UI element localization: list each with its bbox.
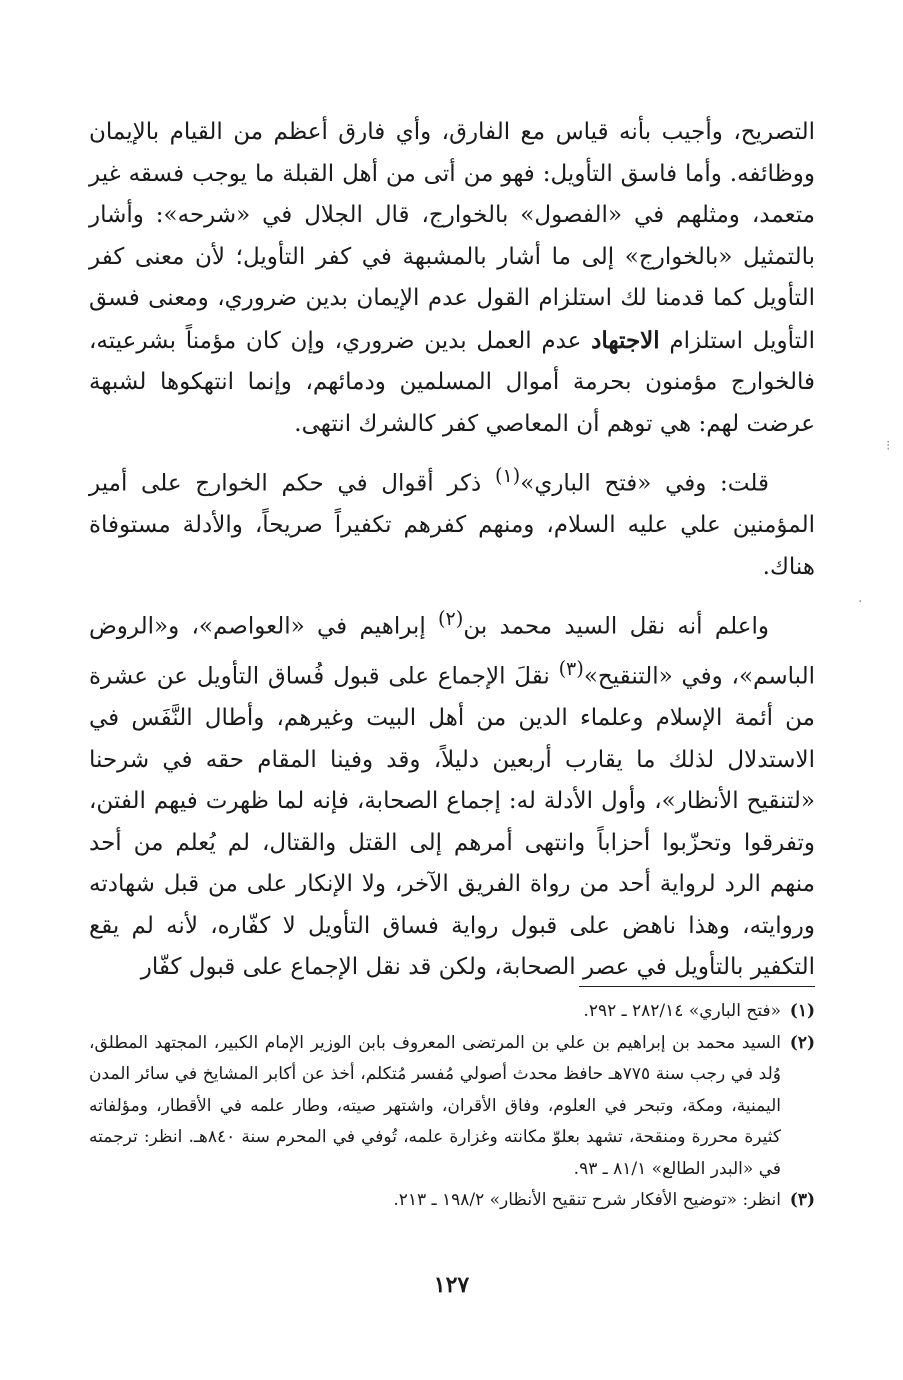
footnote-3-text: انظر: «توضيح الأفكار شرح تنقيح الأنظار» ١٩٨/٢ ـ ٢١٣. [393,1190,781,1210]
footnote-1 [89,996,815,1028]
paragraph-1-text-a: التصريح، وأجيب بأنه قياس مع الفارق، وأي فارق أعظم من القيام بالإيمان ووظائفه. وأما فاسق التأويل: فهو من أتى من أهل القبلة ما يوجب فسقه غير متعمد، ومثلهم في «الفصول» بالخوارج، قال الجلال في «شرحه»: وأشار بالتمثيل «بالخوارج» إلى ما أشار بالمشبهة في كفر التأويل؛ لأن معنى كفر التأويل كما قدمنا لك استلزام القول عدم الإيمان بدين ضروري، ومعنى فسق التأويل استلزام [89,119,815,354]
paragraph-1-text-b: عدم العمل بدين ضروري، وإن كان مؤمناً بشرعيته، فالخوارج مؤمنون بحرمة أموال المسلمين ودمائهم، وإنما انتهكوها لشبهة عرضت لهم: هي توهم أن المعاصي كفر كالشرك انتهى. [89,327,815,437]
footnote-3-number: (٣) [789,1190,815,1210]
paragraph-3-text-b: إبراهيم في «العواصم»، و«الروض الباسم»، وفي «التنقيح» [89,613,815,690]
paragraph-2 [89,455,815,588]
paragraph-3-text-c: نقلَ الإجماع على قبول فُساق التأويل عن عشرة من أئمة الإسلام وعلماء الدين من أهل البيت وغيرهم، وأطال النَّفَس في الاستدلال لذلك ما يقارب أربعين دليلاً، وقد وفينا المقام حقه في شرحنا «لتنقيح الأنظار»، وأول الأدلة له: إجماع الصحابة، فإنه لما ظهرت فيهم الفتن، وتفرقوا وتحزّبوا أحزاباً وانتهى أمرهم إلى القتل والقتال، لم يُعلم من أحد منهم الرد لرواية أحد من رواة الفريق الآخر، ولا الإنكار على من قبل شهادته وروايته، وهذا ناهض على قبول رواية فساق التأويل لا كفّاره، لأنه لم يقع التكفير بالتأويل في عصر الصحابة، ولكن قد نقل الإجماع على قبول كفّار [89,663,815,981]
footnotes [89,996,815,1217]
paragraph-3-text-a: واعلم أنه نقل السيد محمد بن [463,613,769,640]
paragraph-2-text-a: قلت: وفي «فتح الباري» [520,470,769,497]
footnote-divider [579,986,815,987]
footnote-2-text: السيد محمد بن إبراهيم بن علي بن المرتضى المعروف بابن الوزير الإمام الكبير، المجتهد المطلق، وُلد في رجب سنة ٧٧٥هـ حافظ محدث أصولي مُفسر مُتكلم، أخذ عن أكابر المشايخ في سائر المدن اليمنية، ومكة، وتبحر في العلوم، وفاق الأقران، واشتهر صيته، وطار علمه في الأقطار، ومؤلفاته كثيرة محررة ومنقحة، تشهد بعلوّ مكانته وغزارة علمه، تُوفي في المحرم سنة ٨٤٠هـ. انظر: ترجمته في «البدر الطالع» ٨١/١ ـ ٩٣. [89,1032,781,1179]
footnote-ref-3[interactable]: (٣) [558,657,584,681]
scan-speck: ⁝ [886,438,891,454]
footnote-1-text: «فتح الباري» ٢٨٢/١٤ ـ ٢٩٢. [583,1001,781,1021]
bold-term: الاجتهاد [591,326,660,354]
footnote-2 [89,1028,815,1186]
footnote-3 [89,1185,815,1217]
scan-speck: · [858,594,863,610]
page-number: ١٢٧ [433,1272,470,1298]
paragraph-2-text-b: ذكر أقوال في حكم الخوارج على أمير المؤمنين علي عليه السلام، ومنهم كفرهم تكفيراً صريحاً، والأدلة مستوفاة هناك. [89,470,815,580]
paragraph-3 [89,598,815,989]
footnote-1-number: (١) [789,1001,815,1021]
main-text [89,112,815,989]
footnote-ref-1[interactable]: (١) [494,464,521,487]
footnote-ref-2[interactable]: (٢) [438,607,464,631]
paragraph-1 [89,112,815,445]
footnote-2-number: (٢) [789,1032,815,1053]
